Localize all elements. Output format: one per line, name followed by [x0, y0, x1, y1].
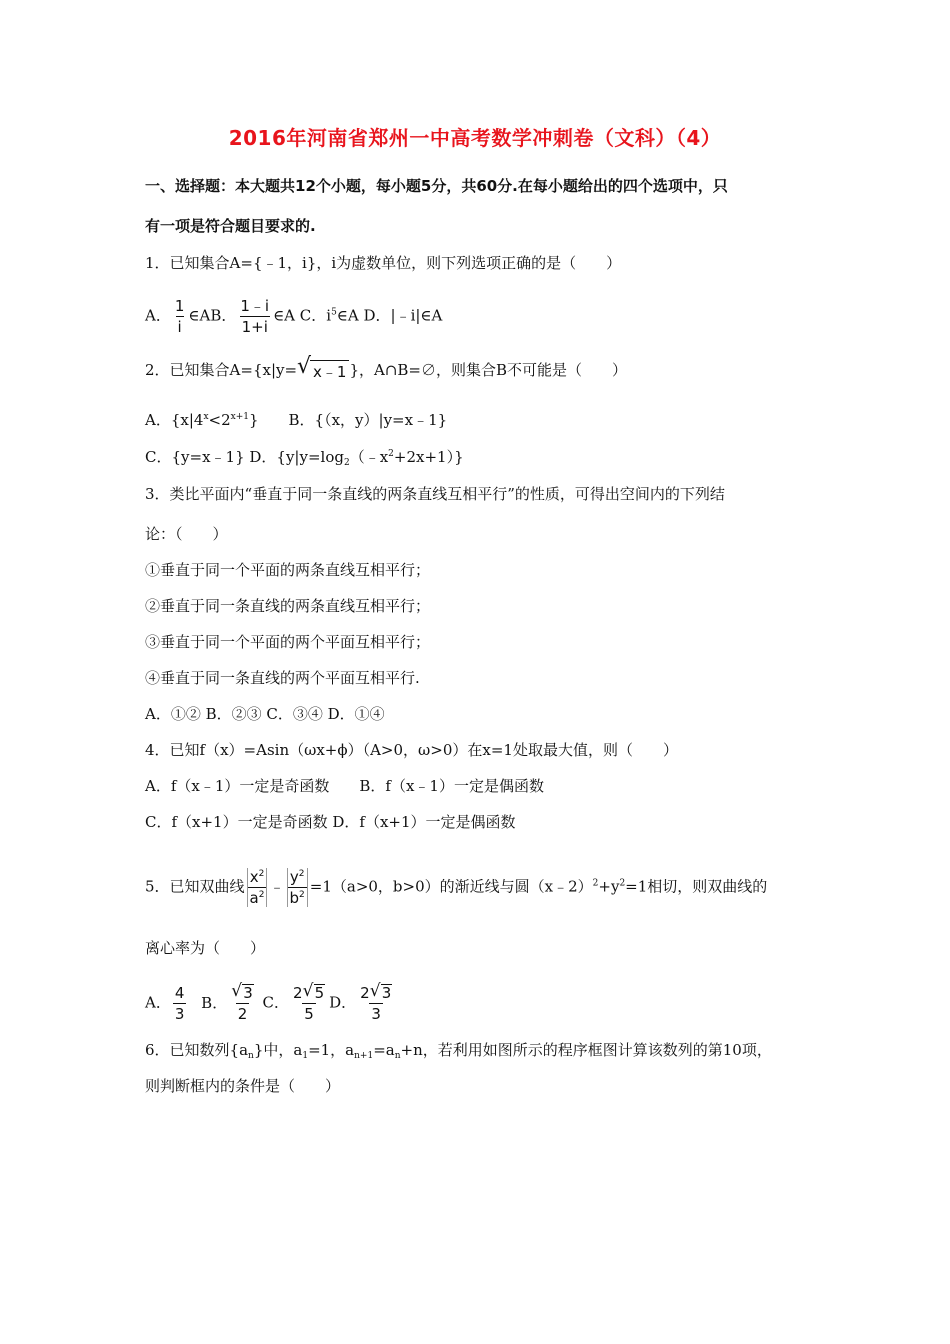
option-d-fraction: [358, 981, 394, 1023]
q1-option-a-tail: ∈AB．: [188, 306, 237, 325]
q5-options: [145, 981, 396, 1023]
option-label: A．: [145, 993, 171, 1012]
option-label: D．: [329, 993, 357, 1012]
numerator: [291, 981, 327, 1003]
text-segment: +y: [598, 877, 620, 896]
radical-sign: √: [302, 981, 314, 1001]
option-b-fraction: [229, 981, 256, 1023]
q1-options: [145, 297, 442, 336]
denominator: 3: [371, 1005, 381, 1023]
option-label: B．: [201, 993, 228, 1012]
q4-stem: 4．已知f（x）=Asin（ωx+ϕ）（A>0，ω>0）在x=1处取最大值，则（ ）: [145, 741, 678, 759]
text-segment: =1，a: [308, 1041, 355, 1059]
q1-option-cd-tail: ∈A D．|﹣i|∈A: [336, 306, 443, 325]
radical-sign: √: [369, 981, 381, 1001]
superscript: 2: [388, 449, 394, 459]
text-segment: =1（a>0，b>0）的渐近线与圆（x﹣2）: [309, 877, 593, 896]
radicand: 3: [381, 984, 392, 1002]
subscript: n: [394, 1051, 401, 1061]
q2-stem-post: }，A∩B=∅，则集合B不可能是（ ）: [349, 361, 628, 379]
q3-stem-line2: 论：（ ）: [145, 525, 228, 543]
superscript: 5: [331, 307, 337, 318]
radical-sign: √: [231, 981, 243, 1001]
superscript: x+1: [230, 412, 249, 422]
q5-stem-line2: 离心率为（ ）: [145, 939, 266, 957]
superscript: 2: [592, 878, 599, 889]
q3-item-2: ②垂直于同一条直线的两条直线互相平行；: [145, 597, 431, 615]
q1-option-b-tail: ∈A C．i: [273, 306, 332, 325]
superscript: 2: [258, 890, 265, 900]
coefficient: 2: [293, 984, 303, 1002]
q3-item-4: ④垂直于同一条直线的两个平面互相平行.: [145, 669, 420, 687]
var: a: [249, 889, 259, 907]
text-segment: A．{x|4: [145, 411, 204, 429]
radical-sign: √: [297, 354, 312, 379]
x2-over-a2-fraction: [247, 868, 268, 907]
q4-options-ab: A．f（x﹣1）一定是奇函数 B．f（x﹣1）一定是偶函数: [145, 777, 544, 795]
q2-options-cd: [145, 447, 464, 467]
option-a-fraction: [173, 984, 187, 1023]
text-segment: 5．已知双曲线: [145, 877, 245, 896]
q6-stem-line2: 则判断框内的条件是（ ）: [145, 1077, 341, 1095]
minus-sign: ﹣: [269, 877, 285, 896]
q3-item-3: ③垂直于同一个平面的两个平面互相平行；: [145, 633, 431, 651]
radicand: 3: [243, 984, 253, 1002]
section-heading-line2: 有一项是符合题目要求的.: [145, 217, 316, 235]
option-label: C．: [262, 993, 290, 1012]
q5-stem: [145, 868, 767, 907]
text-segment: =a: [373, 1041, 395, 1059]
superscript: 2: [299, 890, 305, 900]
numerator: [288, 868, 307, 887]
radicand: x﹣1: [310, 360, 349, 382]
subscript: 1: [302, 1051, 309, 1061]
q4-options-cd: C．f（x+1）一定是奇函数 D．f（x+1）一定是偶函数: [145, 813, 516, 831]
denominator: 1+i: [241, 318, 268, 336]
page-title: 2016年河南省郑州一中高考数学冲刺卷（文科）（4）: [228, 126, 722, 150]
text-segment: +n，若利用如图所示的程序框图计算该数列的第10项，: [400, 1041, 772, 1059]
sqrt-expression: [231, 981, 254, 1002]
sqrt-expression: [302, 981, 326, 1002]
q3-item-1: ①垂直于同一个平面的两条直线互相平行；: [145, 561, 431, 579]
text-segment: （﹣x: [349, 448, 389, 466]
q6-stem: [145, 1040, 772, 1060]
denominator: 3: [174, 1005, 185, 1023]
q2-options-ab: [145, 410, 447, 430]
superscript: 2: [619, 878, 626, 889]
text-segment: C．{y=x﹣1} D．{y|y=log: [145, 448, 344, 466]
subscript: n+1: [354, 1051, 374, 1061]
denominator: 5: [304, 1005, 314, 1023]
denominator: [248, 887, 267, 907]
numerator: [248, 868, 267, 887]
section-heading-line1: 一、选择题：本大题共12个小题，每小题5分，共60分.在每小题给出的四个选项中，只: [145, 177, 728, 195]
superscript: 2: [298, 869, 305, 879]
q2-stem: [145, 354, 628, 382]
q3-stem-line1: 3．类比平面内“垂直于同一条直线的两条直线互相平行”的性质，可得出空间内的下列结: [145, 485, 725, 503]
text-segment: +2x+1）}: [393, 448, 464, 466]
sqrt-expression: [369, 981, 393, 1002]
q3-options: A．①② B．②③ C．③④ D．①④: [145, 705, 385, 723]
y2-over-b2-fraction: [287, 868, 308, 907]
q1-option-a-fraction: [173, 297, 187, 336]
option-c-fraction: [291, 981, 327, 1023]
var: x: [249, 868, 259, 886]
superscript: 2: [258, 869, 265, 879]
q1-option-a-label: A．: [145, 306, 171, 325]
numerator: 4: [174, 984, 185, 1002]
denominator: 2: [237, 1005, 248, 1023]
text-segment: 6．已知数列{a: [145, 1041, 249, 1059]
text-segment: =1相切，则双曲线的: [625, 877, 768, 896]
numerator: [358, 981, 394, 1003]
q1-option-b-fraction: [238, 297, 271, 336]
denominator: i: [177, 318, 182, 336]
q2-stem-pre: 2．已知集合A={x|y=: [145, 361, 298, 379]
q1-stem: 1．已知集合A={﹣1，i}，i为虚数单位，则下列选项正确的是（ ）: [145, 254, 622, 272]
text-segment: }中，a: [253, 1041, 303, 1059]
text-segment: } B．{（x，y）|y=x﹣1}: [248, 411, 448, 429]
subscript: n: [248, 1051, 254, 1061]
var: y: [289, 868, 299, 886]
coefficient: 2: [360, 984, 370, 1002]
numerator: 1: [174, 297, 185, 315]
text-segment: <2: [208, 411, 231, 429]
sqrt-expression: [297, 354, 349, 382]
radicand: 5: [314, 984, 325, 1002]
numerator: [229, 981, 256, 1003]
numerator: 1﹣i: [240, 297, 270, 315]
subscript: 2: [343, 458, 350, 468]
denominator: [288, 887, 307, 907]
var: b: [289, 889, 300, 907]
superscript: x: [203, 412, 209, 422]
